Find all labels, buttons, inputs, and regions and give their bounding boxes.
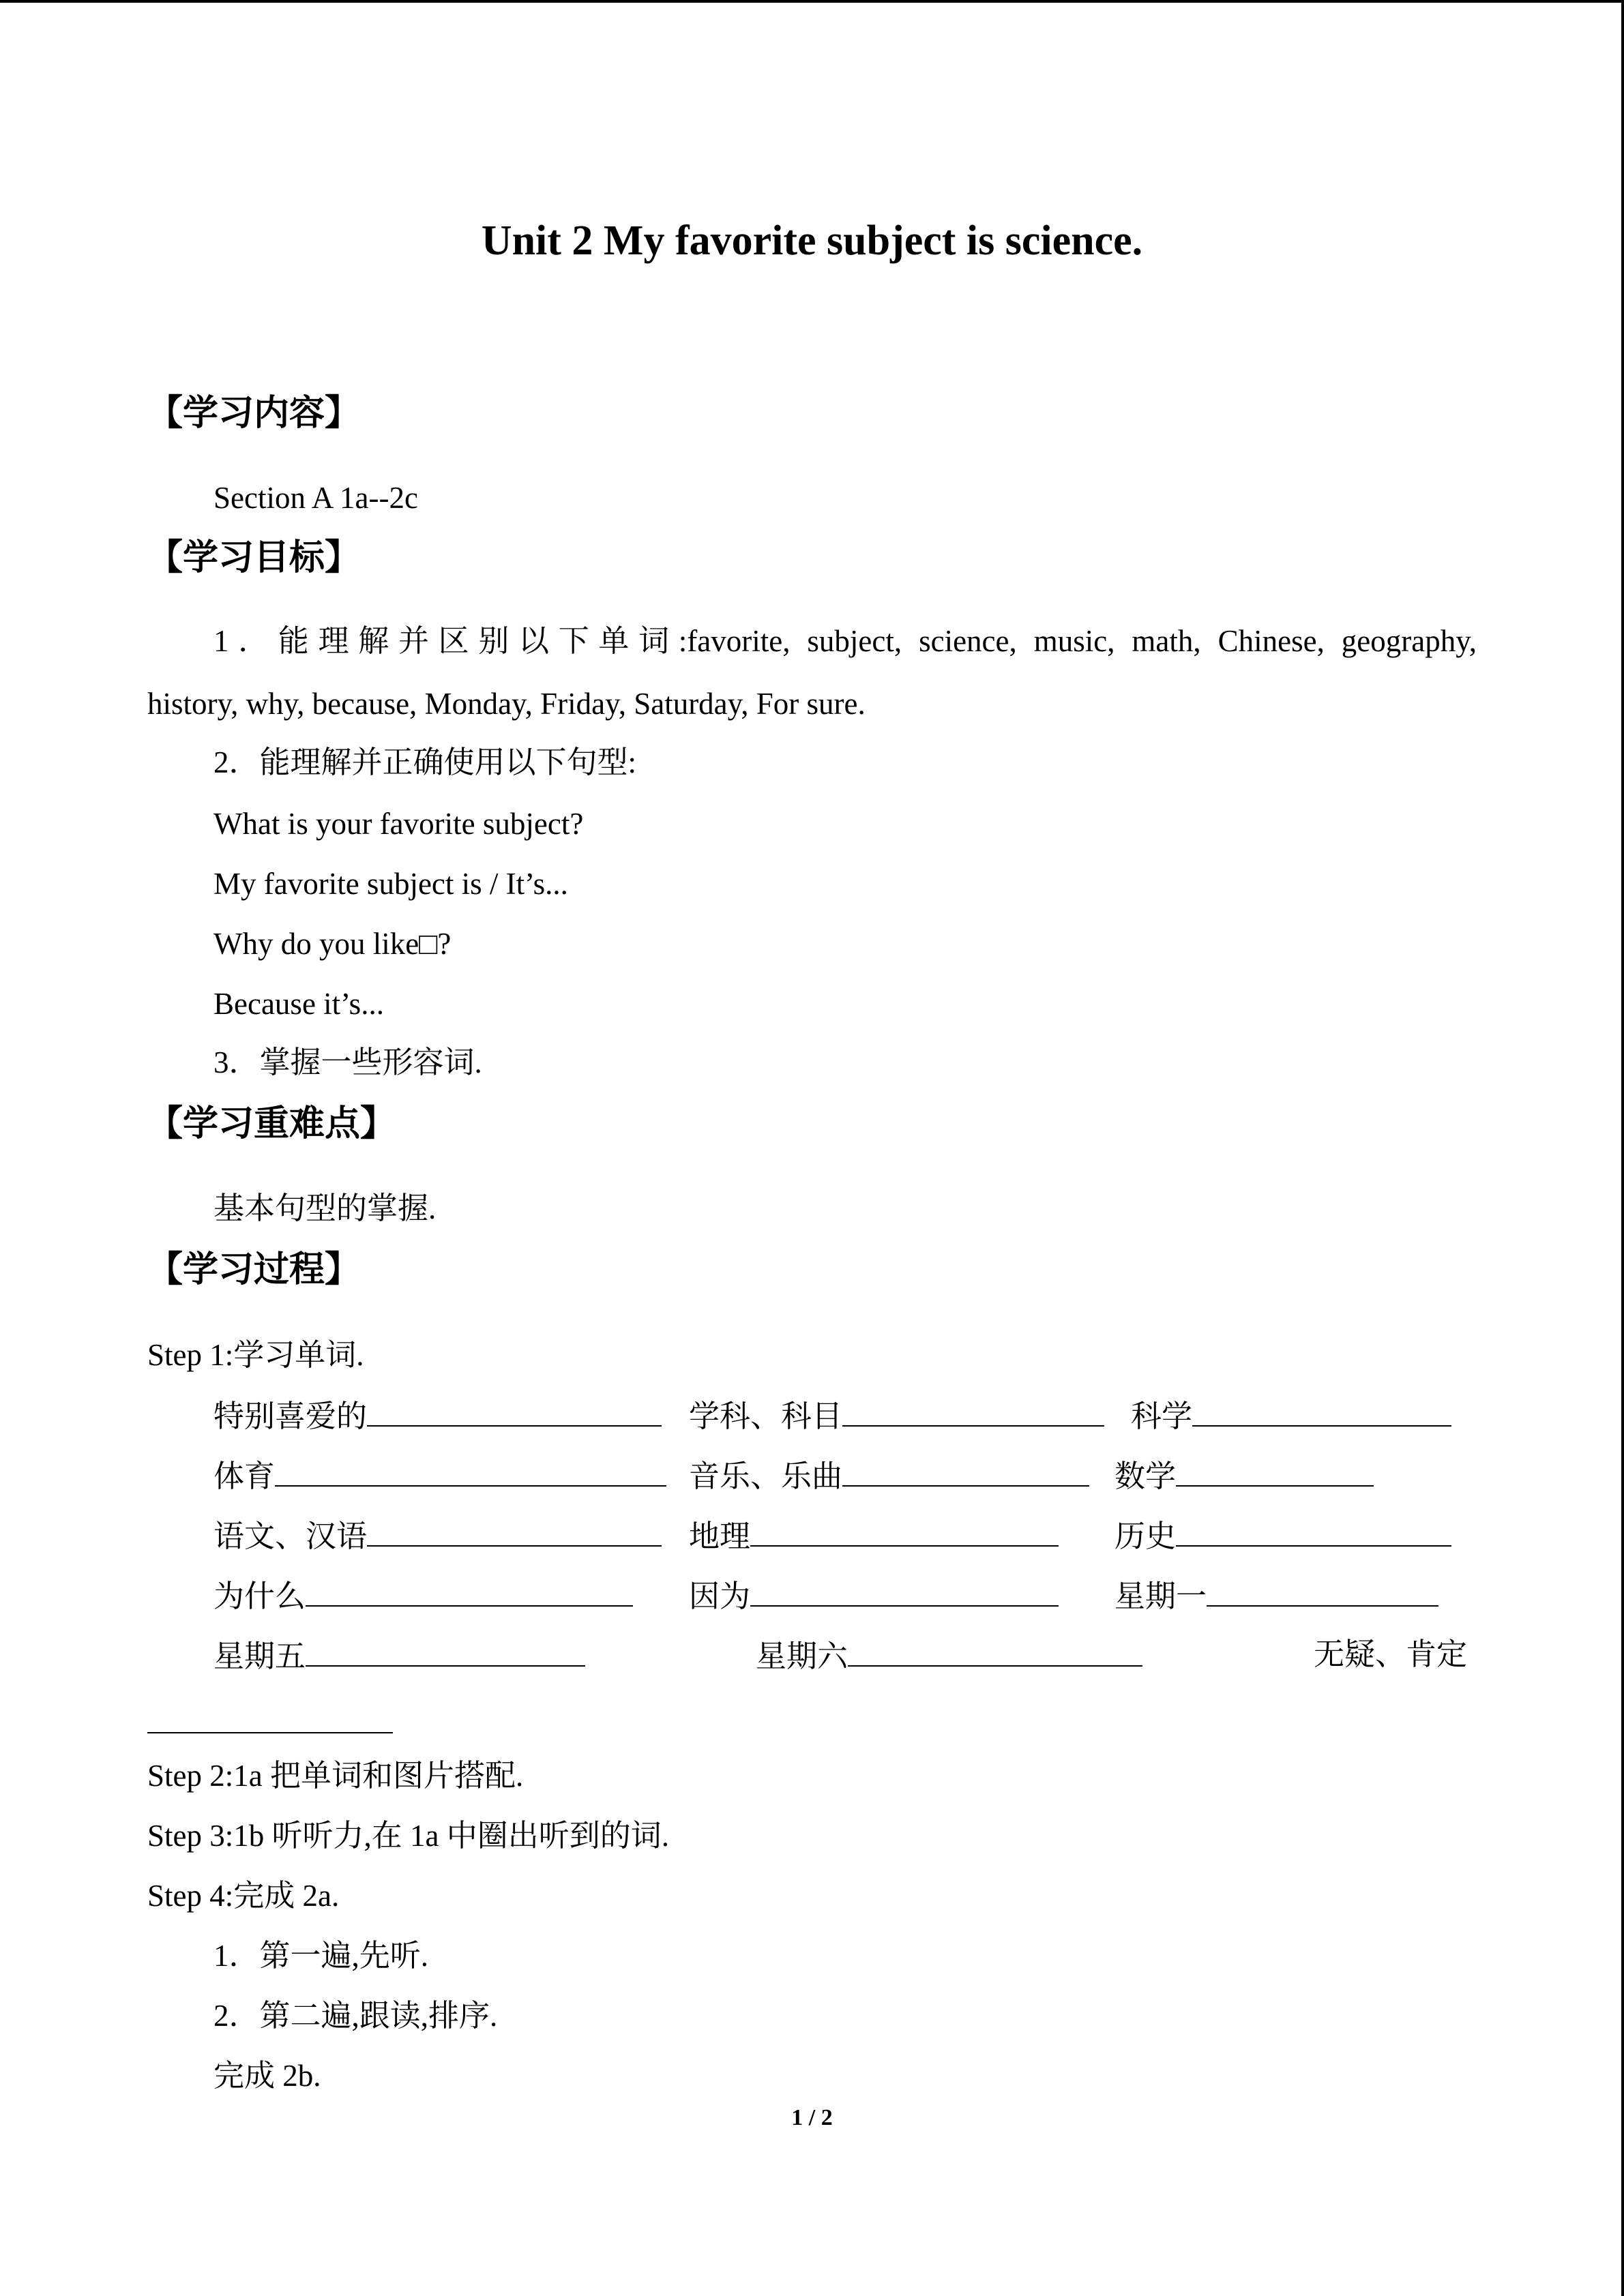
page-number: 1 / 2 <box>791 2105 833 2130</box>
goal-1-line-2: history, why, because, Monday, Friday, Saturday, For sure. <box>147 687 866 721</box>
answer-blank-wrapped[interactable] <box>147 1732 393 1733</box>
goal-1-word: 1．能理解并区别以下单词:favorite, <box>213 624 791 658</box>
vocab-prompt: 星期一 <box>1114 1579 1207 1613</box>
heading-learning-content: 【学习内容】 <box>147 393 361 434</box>
vocab-prompt: 体育 <box>213 1459 276 1493</box>
answer-blank[interactable] <box>367 1519 662 1547</box>
vocab-row <box>689 1579 1059 1612</box>
answer-blank[interactable] <box>750 1519 1059 1547</box>
answer-blank[interactable] <box>1176 1459 1374 1487</box>
goal-2: 2．能理解并正确使用以下句型: <box>213 745 637 779</box>
heading-key-points: 【学习重难点】 <box>147 1103 396 1144</box>
heading-learning-process: 【学习过程】 <box>147 1249 361 1290</box>
step-3: Step 3:1b 听听力,在 1a 中圈出听到的词. <box>147 1819 669 1853</box>
answer-blank[interactable] <box>306 1579 633 1607</box>
answer-blank[interactable] <box>1176 1519 1451 1547</box>
sentence-1: What is your favorite subject? <box>213 807 584 841</box>
vocab-prompt: 学科、科目 <box>689 1399 843 1433</box>
key-points-text: 基本句型的掌握. <box>213 1191 437 1225</box>
vocab-prompt: 历史 <box>1114 1519 1177 1553</box>
answer-blank[interactable] <box>306 1639 585 1667</box>
vocab-row <box>213 1459 666 1492</box>
vocab-prompt: 科学 <box>1131 1399 1193 1433</box>
step-4: Step 4:完成 2a. <box>147 1879 340 1913</box>
vocab-prompt-wrapped: 无疑、肯定 <box>1314 1637 1468 1671</box>
vocab-row <box>689 1459 1089 1492</box>
heading-learning-goals: 【学习目标】 <box>147 537 361 578</box>
vocab-row <box>213 1579 633 1612</box>
vocab-row <box>1114 1459 1374 1492</box>
vocab-prompt: 特别喜爱的 <box>213 1399 368 1433</box>
vocab-prompt: 星期五 <box>213 1639 306 1673</box>
answer-blank[interactable] <box>842 1459 1089 1487</box>
answer-blank[interactable] <box>1192 1399 1451 1427</box>
step-4-item-3: 完成 2b. <box>213 2059 321 2093</box>
goal-3: 3．掌握一些形容词. <box>213 1045 482 1079</box>
vocab-row <box>213 1639 585 1672</box>
vocab-row <box>213 1399 662 1432</box>
vocab-row <box>213 1519 662 1552</box>
vocab-prompt: 语文、汉语 <box>213 1519 368 1553</box>
vocab-prompt: 因为 <box>689 1579 751 1613</box>
answer-blank[interactable] <box>848 1639 1142 1667</box>
document-title: Unit 2 My favorite subject is science. <box>481 218 1143 264</box>
step-4-item-1: 1．第一遍,先听. <box>213 1939 429 1973</box>
sentence-2: My favorite subject is / It’s... <box>213 867 568 901</box>
goal-1-word: Chinese, <box>1217 624 1325 658</box>
goal-1-word: music, <box>1033 624 1115 658</box>
answer-blank[interactable] <box>842 1399 1104 1427</box>
vocab-row <box>1114 1579 1438 1612</box>
goal-1-word: subject, <box>807 624 902 658</box>
goal-1-word: science, <box>919 624 1017 658</box>
goal-1-word: math, <box>1132 624 1201 658</box>
page-border-top <box>0 0 1624 3</box>
learning-content-text: Section A 1a--2c <box>213 481 418 515</box>
step-1: Step 1:学习单词. <box>147 1338 364 1372</box>
vocab-prompt: 为什么 <box>213 1579 306 1613</box>
step-4-item-2: 2．第二遍,跟读,排序. <box>213 1999 498 2033</box>
answer-blank[interactable] <box>275 1459 666 1487</box>
vocab-prompt: 地理 <box>689 1519 751 1553</box>
goal-1-line-1 <box>213 626 1477 657</box>
vocab-row <box>689 1399 1104 1432</box>
answer-blank[interactable] <box>367 1399 662 1427</box>
vocab-row <box>689 1519 1059 1552</box>
vocab-row <box>756 1639 1142 1672</box>
sentence-3: Why do you like□? <box>213 927 452 961</box>
answer-blank[interactable] <box>1207 1579 1438 1607</box>
goal-1-word: geography, <box>1341 624 1477 658</box>
vocab-prompt: 数学 <box>1114 1459 1177 1493</box>
vocab-row <box>1114 1519 1451 1552</box>
vocab-prompt: 星期六 <box>756 1639 848 1673</box>
vocab-prompt: 音乐、乐曲 <box>689 1459 843 1493</box>
vocab-row <box>1131 1399 1451 1432</box>
step-2: Step 2:1a 把单词和图片搭配. <box>147 1759 524 1793</box>
sentence-4: Because it’s... <box>213 987 384 1021</box>
page-border-right <box>1621 0 1624 2296</box>
answer-blank[interactable] <box>750 1579 1059 1607</box>
